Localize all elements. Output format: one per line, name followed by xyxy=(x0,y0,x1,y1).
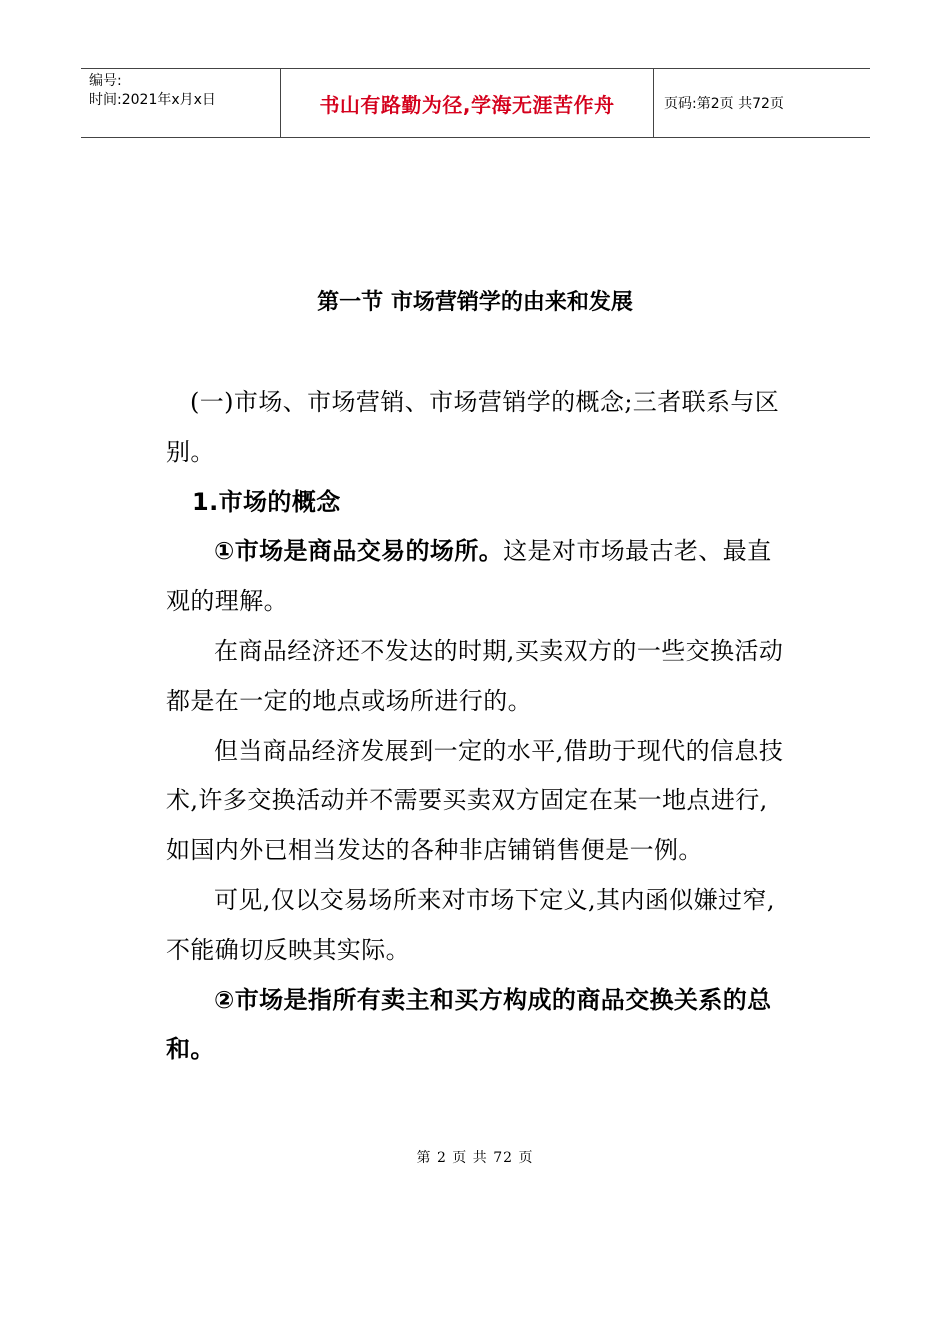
definition-1-rest: 这是对市场最古老、最直观的理解。 xyxy=(166,537,772,616)
number-label: 编号: xyxy=(89,73,122,89)
subheading-market-concept: 1.市场的概念 xyxy=(192,487,341,516)
paragraph-concepts: (一)市场、市场营销、市场营销学的概念;三者联系与区别。 xyxy=(166,388,780,466)
header-page-cell xyxy=(654,69,870,137)
definition-1-bold: ①市场是商品交易的场所。 xyxy=(214,537,504,566)
paragraph-definition-1 xyxy=(166,527,788,627)
motto: 书山有路勤为径,学海无涯苦作舟 xyxy=(319,92,615,117)
header-motto-cell xyxy=(281,69,654,137)
paragraph-early-economy: 在商品经济还不发达的时期,买卖双方的一些交换活动都是在一定的地点或场所进行的。 xyxy=(166,636,784,715)
section-title: 第一节 市场营销学的由来和发展 xyxy=(317,290,633,315)
paragraph-definition-2: ②市场是指所有卖主和买方构成的商品交换关系的总和。 xyxy=(166,985,772,1064)
header-table xyxy=(81,68,870,138)
time-label: 时间:2021年x月x日 xyxy=(89,92,216,108)
body-content xyxy=(166,378,788,1075)
header-meta-cell xyxy=(81,69,281,137)
paragraph-modern-tech: 但当商品经济发展到一定的水平,借助于现代的信息技术,许多交换活动并不需要买卖双方固定在某一地点进行,如国内外已相当发达的各种非店铺销售便是一例。 xyxy=(166,736,784,865)
paragraph-conclusion: 可见,仅以交易场所来对市场下定义,其内函似嫌过窄,不能确切反映其实际。 xyxy=(166,885,775,964)
page-info: 页码:第2页 共72页 xyxy=(664,96,784,112)
page-footer: 第 2 页 共 72 页 xyxy=(416,1150,534,1166)
